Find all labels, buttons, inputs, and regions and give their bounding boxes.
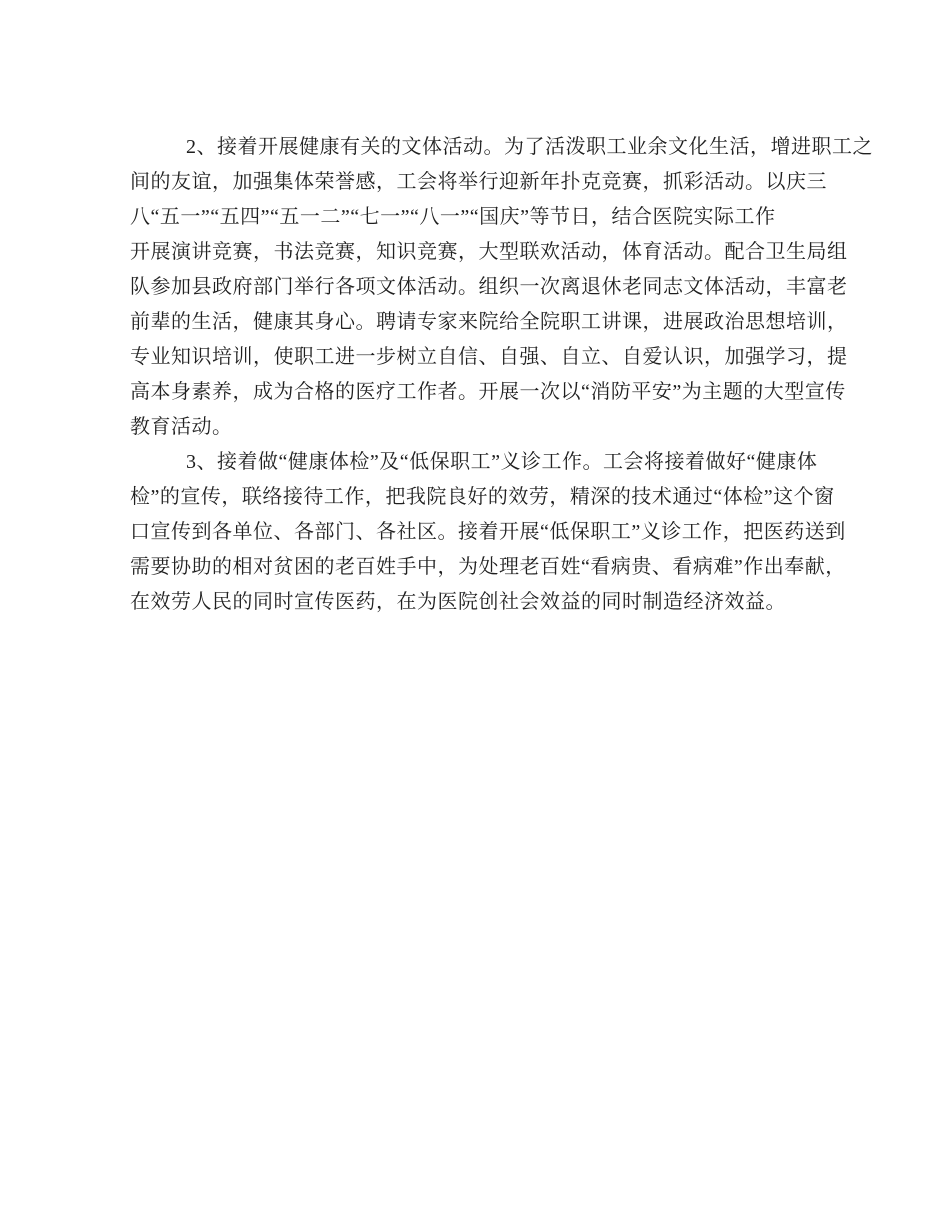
text-line: 2、接着开展健康有关的文体活动。为了活泼职工业余文化生活，增进职工之 <box>186 136 873 158</box>
paragraph-3 <box>130 445 846 620</box>
document-content <box>130 130 873 620</box>
text-line: 前辈的生活，健康其身心。聘请专家来院给全院职工讲课，进展政治思想培训， <box>130 311 848 333</box>
text-line: 间的友谊，加强集体荣誉感，工会将举行迎新年扑克竞赛，抓彩活动。以庆三 <box>130 171 827 193</box>
text-line: 3、接着做“健康体检”及“低保职工”义诊工作。工会将接着做好“健康体 <box>186 451 818 473</box>
text-line: 专业知识培训，使职工进一步树立自信、自强、自立、自爱认识，加强学习，提 <box>130 346 848 368</box>
text-line: 队参加县政府部门举行各项文体活动。组织一次离退休老同志文体活动，丰富老 <box>130 276 848 298</box>
text-line: 口宣传到各单位、各部门、各社区。接着开展“低保职工”义诊工作，把医药送到 <box>130 521 846 543</box>
text-line: 开展演讲竞赛，书法竞赛，知识竞赛，大型联欢活动，体育活动。配合卫生局组 <box>130 241 848 263</box>
text-line: 高本身素养，成为合格的医疗工作者。开展一次以“消防平安”为主题的大型宣传 <box>130 381 846 403</box>
paragraph-2 <box>130 130 873 445</box>
text-line: 八“五一”“五四”“五一二”“七一”“八一”“国庆”等节日，结合医院实际工作 <box>130 206 776 228</box>
text-line: 需要协助的相对贫困的老百姓手中，为处理老百姓“看病贵、看病难”作出奉献， <box>130 556 846 578</box>
text-line: 检”的宣传，联络接待工作，把我院良好的效劳，精深的技术通过“体检”这个窗 <box>130 486 835 508</box>
text-line: 教育活动。 <box>130 416 233 438</box>
text-line: 在效劳人民的同时宣传医药，在为医院创社会效益的同时制造经济效益。 <box>130 591 786 613</box>
